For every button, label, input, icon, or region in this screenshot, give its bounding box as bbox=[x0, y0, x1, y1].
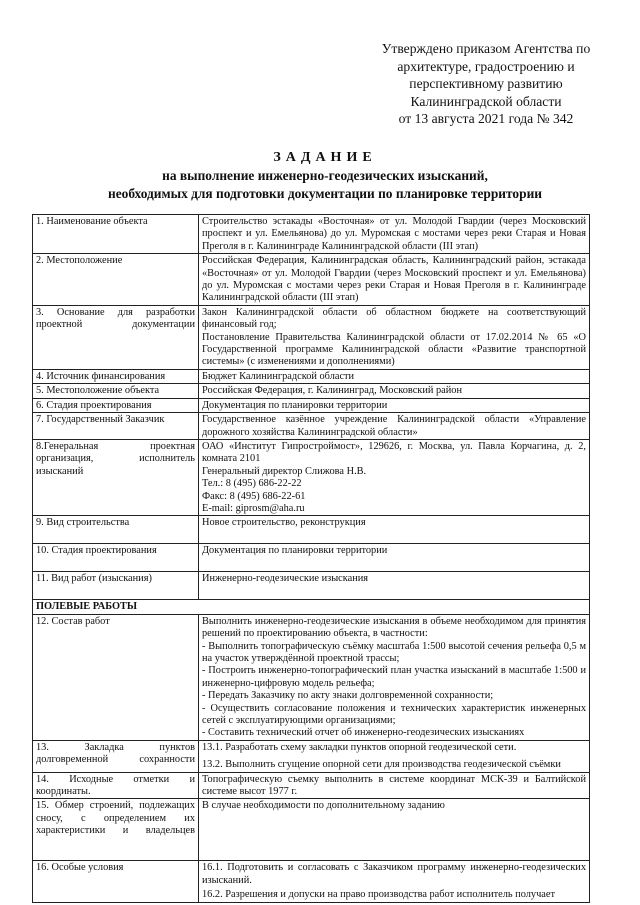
row-value: Государственное казённое учреждение Калининградской области «Управление дорожного хозяйства Калининградской области» bbox=[199, 413, 590, 440]
table-row bbox=[33, 305, 590, 369]
row-label: 10. Стадия проектирования bbox=[33, 544, 199, 572]
section-row bbox=[33, 600, 590, 614]
value-line: Генеральный директор Слижова Н.В. bbox=[202, 465, 367, 477]
table-row bbox=[33, 861, 590, 902]
row-value: Новое строительство, реконструкция bbox=[199, 516, 590, 544]
value-line: E-mail: giprosm@aha.ru bbox=[202, 502, 305, 514]
value-line: 13.2. Выполнить сгущение опорной сети для производства геодезической съёмки bbox=[202, 759, 561, 771]
row-label: 9. Вид строительства bbox=[33, 516, 199, 544]
row-value: Российская Федерация, г. Калининград, Московский район bbox=[199, 384, 590, 398]
row-value bbox=[199, 861, 590, 902]
value-line: 13.1. Разработать схему закладки пунктов опорной геодезической сети. bbox=[202, 741, 517, 753]
approval-line: архитектуре, градостроению и bbox=[397, 58, 575, 74]
row-value bbox=[199, 439, 590, 515]
table-row bbox=[33, 572, 590, 600]
table-row bbox=[33, 413, 590, 440]
value-line: 16.1. Подготовить и согласовать с Заказчиком программу инженерно-геодезических изысканий. bbox=[202, 862, 586, 886]
value-line: Тел.: 8 (495) 686-22-22 bbox=[202, 478, 302, 490]
row-label: 13. Закладка пунктов долговременной сохранности bbox=[33, 740, 199, 772]
table-row bbox=[33, 384, 590, 398]
value-line: ОАО «Институт Гипростроймост», 129626, г. Москва, ул. Павла Корчагина, д. 2, комната 2101 bbox=[202, 440, 586, 465]
row-value: Документация по планировки территории bbox=[199, 544, 590, 572]
value-line: - Составить технический отчет об инженерно-геодезических изысканиях bbox=[202, 727, 525, 739]
row-value bbox=[199, 614, 590, 740]
table-row bbox=[33, 614, 590, 740]
row-label: 7. Государственный Заказчик bbox=[33, 413, 199, 440]
task-table bbox=[32, 214, 590, 903]
table-row bbox=[33, 772, 590, 799]
value-line: - Выполнить топографическую съёмку масштаба 1:500 высотой сечения рельефа 0,5 м на участок утверждённой проектной трассы; bbox=[202, 640, 586, 664]
row-value bbox=[199, 305, 590, 369]
row-label: 14. Исходные отметки и координаты. bbox=[33, 772, 199, 799]
value-line: Закон Калининградской области об областном бюджете на соответствующий финансовый год; bbox=[202, 306, 586, 331]
title-subheading-2: необходимых для подготовки документации по планировке территории bbox=[107, 185, 542, 201]
table-row bbox=[33, 516, 590, 544]
row-label: 5. Местоположение объекта bbox=[33, 384, 199, 398]
row-label: 4. Источник финансирования bbox=[33, 369, 199, 383]
title-subheading: на выполнение инженерно-геодезических изысканий, bbox=[162, 168, 488, 183]
row-label: 3. Основание для разработки проектной документации bbox=[33, 305, 199, 369]
document-title bbox=[60, 149, 590, 202]
value-line: 16.2. Разрешения и допуски на право производства работ исполнитель получает bbox=[202, 889, 555, 901]
row-value: Российская Федерация, Калининградская область, Калининградский район, эстакада «Восточная» от ул. Молодой Гвардии (через Московский проспект и ул. Емельянова) до ул. Муромская с мостами через реки Старая и Новая Преголя в г. Калининграде Калининградской области (III этап) bbox=[199, 254, 590, 306]
row-value: Топографическую съемку выполнить в системе координат МСК-39 и Балтийской системе высот 1977 г. bbox=[199, 772, 590, 799]
approval-line: перспективному развитию bbox=[409, 76, 563, 91]
table-row bbox=[33, 544, 590, 572]
table-row bbox=[33, 740, 590, 772]
value-line: - Передать Заказчику по акту знаки долговременной сохранности; bbox=[202, 690, 494, 702]
approval-line: Утверждено приказом Агентства по bbox=[381, 41, 591, 56]
row-label: 6. Стадия проектирования bbox=[33, 398, 199, 412]
row-label: 15. Обмер строений, подлежащих сносу, с определением их характеристики и владельцев bbox=[33, 799, 199, 861]
value-line: - Построить инженерно-топографический план участка изысканий в масштабе 1:500 и инженерно-цифровую модель рельефа; bbox=[202, 665, 586, 689]
row-label: 2. Местоположение bbox=[33, 254, 199, 306]
row-label: 16. Особые условия bbox=[33, 861, 199, 902]
row-value: Бюджет Калининградской области bbox=[199, 369, 590, 383]
table-row bbox=[33, 439, 590, 515]
value-line: Постановление Правительства Калининградской области от 17.02.2014 № 65 «О Государственной программе Калининградской области «Развитие транспортной системы» (с изменениями и дополнениями) bbox=[202, 331, 586, 368]
row-value: Документация по планировки территории bbox=[199, 398, 590, 412]
title-heading: ЗАДАНИЕ bbox=[273, 150, 377, 165]
row-value: Инженерно-геодезические изыскания bbox=[199, 572, 590, 600]
row-label: 8.Генеральная проектная организация, исполнитель изысканий bbox=[33, 439, 199, 515]
table-row bbox=[33, 398, 590, 412]
value-line: Выполнить инженерно-геодезические изыскания в объеме необходимом для принятия решений по проектированию объекта, в частности: bbox=[202, 615, 586, 640]
row-value: Строительство эстакады «Восточная» от ул. Молодой Гвардии (через Московский проспект и ул. Емельянова) до ул. Муромская с мостами через реки Старая и Новая Преголя в г. Калининграде Калининградской области (III этап) bbox=[199, 215, 590, 254]
approval-stamp bbox=[366, 40, 606, 128]
table-row bbox=[33, 369, 590, 383]
approval-line: от 13 августа 2021 года № 342 bbox=[398, 111, 574, 126]
row-label: 1. Наименование объекта bbox=[33, 215, 199, 254]
table-row bbox=[33, 799, 590, 861]
section-heading-field-works: ПОЛЕВЫЕ РАБОТЫ bbox=[33, 600, 590, 614]
value-line: Факс: 8 (495) 686-22-61 bbox=[202, 490, 306, 502]
table-row bbox=[33, 215, 590, 254]
row-label: 11. Вид работ (изыскания) bbox=[33, 572, 199, 600]
approval-line: Калининградской области bbox=[410, 93, 562, 109]
row-value: В случае необходимости по дополнительному заданию bbox=[199, 799, 590, 861]
row-value bbox=[199, 740, 590, 772]
table-row bbox=[33, 254, 590, 306]
row-label: 12. Состав работ bbox=[33, 614, 199, 740]
value-line: - Осуществить согласование положения и технических характеристик инженерных сетей с эксплуатирующими организациями; bbox=[202, 702, 586, 726]
